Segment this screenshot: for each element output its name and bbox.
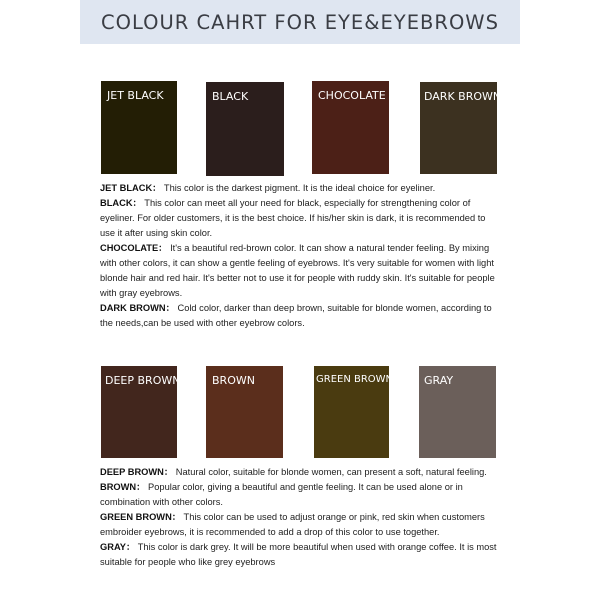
swatch-dark-brown bbox=[420, 82, 502, 174]
swatch-deep-brown bbox=[101, 366, 181, 458]
page-header bbox=[80, 0, 520, 44]
description-text: This color can meet all your need for black, especially for strengthening color of eyeliner. For older customers, it is the best choice. If his/her skin is dark, it is recommended to use it after using skin color. bbox=[100, 198, 486, 238]
description-text: Popular color, giving a beautiful and gentle feeling. It can be used alone or in combination with other colors. bbox=[100, 482, 463, 507]
color-name: DEEP BROWN： bbox=[100, 467, 174, 477]
page-title: COLOUR CAHRT FOR EYE&EYEBROWS bbox=[101, 10, 499, 34]
description-brown bbox=[100, 480, 500, 510]
description-text: This color is dark grey. It will be more beautiful when used with orange coffee. It is most suitable for people who like grey eyebrows bbox=[100, 542, 497, 567]
swatch-chocolate bbox=[312, 81, 389, 174]
swatch-black bbox=[206, 82, 284, 176]
description-text: This color can be used to adjust orange or pink, red skin when customers embroider eyebrows, it is recommended to add a drop of this color to use together. bbox=[100, 512, 485, 537]
color-name: GRAY： bbox=[100, 542, 136, 552]
color-name: GREEN BROWN： bbox=[100, 512, 182, 522]
swatch-gray bbox=[419, 366, 496, 458]
swatch-label: DARK BROWN bbox=[424, 90, 502, 103]
description-gray bbox=[100, 540, 500, 570]
swatch-green-brown bbox=[314, 366, 394, 458]
description-green-brown bbox=[100, 510, 500, 540]
swatch-brown bbox=[206, 366, 283, 458]
description-dark-brown bbox=[100, 301, 500, 331]
descriptions-bottom bbox=[100, 465, 500, 570]
color-name: DARK BROWN： bbox=[100, 303, 175, 313]
description-text: It's a beautiful red-brown color. It can show a natural tender feeling. By mixing with other colors, it can show a gentle feeling of eyebrows. It's very suitable for women with light blonde hair and red hair. It's better not to use it for people with ruddy skin. It's suitable for people with gray eyebrows. bbox=[100, 243, 495, 298]
description-black bbox=[100, 196, 500, 241]
swatch-jet-black bbox=[101, 81, 177, 174]
description-text: This color is the darkest pigment. It is the ideal choice for eyeliner. bbox=[161, 183, 436, 193]
color-name: BROWN： bbox=[100, 482, 146, 492]
descriptions-top bbox=[100, 181, 500, 331]
color-name: CHOCOLATE： bbox=[100, 243, 168, 253]
color-name: BLACK： bbox=[100, 198, 142, 208]
description-deep-brown bbox=[100, 465, 500, 480]
description-text: Natural color, suitable for blonde women, can present a soft, natural feeling. bbox=[173, 467, 487, 477]
swatch-label: GREEN BROWN bbox=[316, 374, 394, 385]
swatch-label: JET BLACK bbox=[107, 89, 164, 102]
swatch-label: CHOCOLATE bbox=[318, 89, 386, 102]
color-name: JET BLACK： bbox=[100, 183, 162, 193]
description-chocolate bbox=[100, 241, 500, 301]
swatch-label: BLACK bbox=[212, 90, 249, 103]
swatch-label: BROWN bbox=[212, 374, 255, 387]
description-jet-black bbox=[100, 181, 500, 196]
description-text: Cold color, darker than deep brown, suitable for blonde women, according to the needs,can be used with other eyebrow colors. bbox=[100, 303, 492, 328]
swatch-label: DEEP BROWN bbox=[105, 374, 181, 387]
swatch-label: GRAY bbox=[424, 374, 454, 387]
